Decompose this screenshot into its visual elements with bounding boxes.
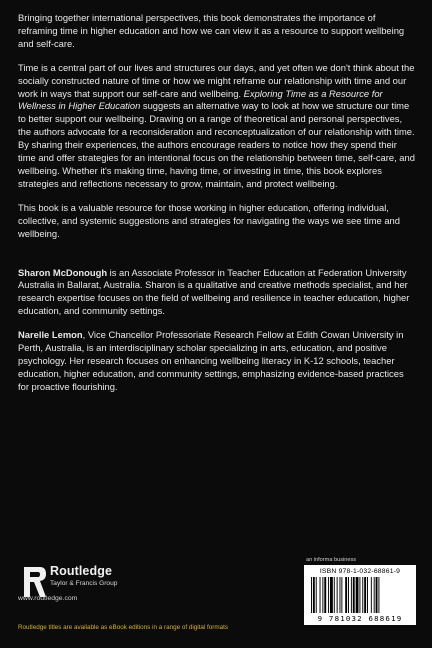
blurb-text: Time is a central part of our lives and structures our days, and yet often we don't think about the socially constructed nature of time or how we might reframe our relationship with time and our work in ways that support our self-care and wellbeing. bbox=[18, 61, 415, 99]
publisher-logo bbox=[18, 562, 198, 612]
author-bio-text: is an Associate Professor in Teacher Education at Federation University Australia in Ballarat, Australia. Sharon is a qualitative and creative methods specialist, and her research expertise focuses on the field of wellbeing and resilience in teacher education, higher education, and community settings. bbox=[18, 266, 410, 317]
isbn-digits: 9 781032 688619 bbox=[317, 614, 403, 623]
publisher-website[interactable]: www.routledge.com bbox=[18, 595, 78, 602]
ebook-note: Routledge titles are available as eBook editions in a range of digital formats bbox=[18, 624, 229, 631]
isbn-label: ISBN 978-1-032-68861-9 bbox=[319, 568, 401, 575]
blurb-text: suggests an alternative way to look at how we structure our time to better support our wellbeing. Drawing on a range of theoretical and personal perspectives, the authors advocate for a reconsideration and reconceptualization of our relationship with time. By sharing their experiences, the authors encourage readers to notice how they spend their time and offer strategies for an intentional focus on the relationship between time, self-care, and wellbeing. Whether it's making time, having time, or investing in time, this book explores strategies and reflections necessary to grow, maintain, and protect wellbeing. bbox=[18, 100, 415, 189]
barcode-icon bbox=[310, 577, 410, 613]
author-name: Narelle Lemon bbox=[18, 329, 83, 341]
author-bio-text: , Vice Chancellor Professoriate Research Fellow at Edith Cowan University in Perth, Australia, is an interdisciplinary scholar specializing in arts, education, and positive psychology. Her research focuses on enhancing wellbeing literacy in K-12 schools, teacher education, higher education, and community settings, emphasizing evidence-based practices for proactive flourishing. bbox=[18, 329, 404, 392]
book-title: Exploring Time as a Resource for Wellness in Higher Education bbox=[18, 87, 383, 112]
publisher-group: Taylor & Francis Group bbox=[50, 580, 118, 587]
author-name: Sharon McDonough bbox=[18, 266, 108, 278]
blurb-paragraph-2 bbox=[18, 62, 416, 191]
informa-tagline: an informa business bbox=[306, 557, 357, 563]
author-bio-2 bbox=[18, 329, 416, 394]
back-cover-blurb bbox=[18, 12, 416, 405]
author-bio-1 bbox=[18, 267, 416, 319]
isbn-barcode bbox=[304, 565, 416, 625]
blurb-paragraph-3: This book is a valuable resource for those working in higher education, offering individual, collective, and systemic suggestions and strategies for navigating the ways we see time and wellbeing. bbox=[18, 201, 400, 239]
publisher-name: Routledge bbox=[50, 564, 113, 578]
blurb-paragraph-1: Bringing together international perspectives, this book demonstrates the importance of reframing time in higher education and how we can view it as a resource to support wellbeing and self-care. bbox=[18, 12, 405, 49]
